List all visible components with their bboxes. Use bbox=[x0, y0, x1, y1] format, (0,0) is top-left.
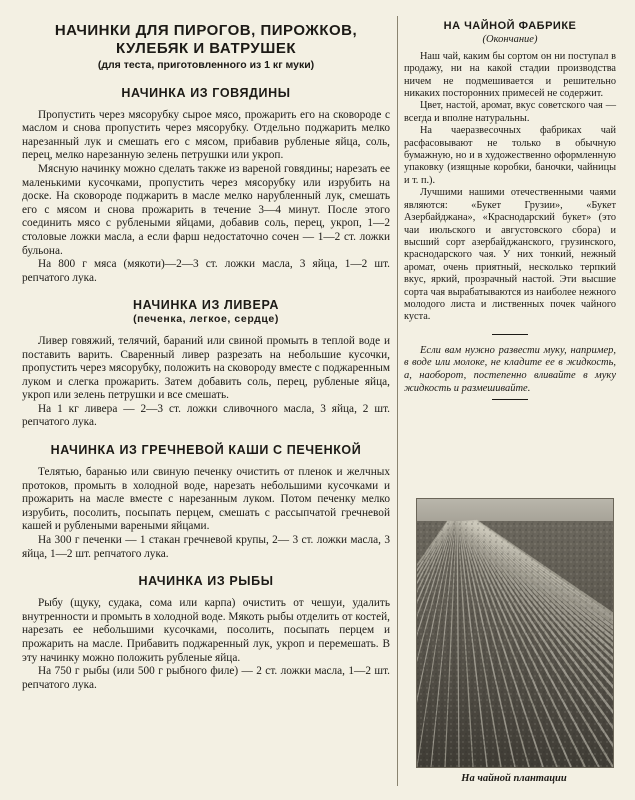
section-title-beef: НАЧИНКА ИЗ ГОВЯДИНЫ bbox=[121, 85, 291, 100]
buckwheat-paragraph-1: Телятью, баранью или свиную печенку очистить от пленок и желчных протоков, промыть в холодной воде, нарезать небольшими кусочками и прожарить на масле вместе с нарезанным луком. Потом печенку мелко изрубить, посолить, посыпать перцем, смешать с рассыпчатой гречневой кашей и рублеными вареными яйцами. bbox=[22, 466, 390, 533]
tea-paragraph-3: На чаеразвесочных фабриках чай расфасовывают не только в обычную бумажную, но и в художественно оформленную упаковку (изящные коробки, баночки, чайницы и т. п.). bbox=[404, 125, 616, 186]
liver-paragraph-1: Ливер говяжий, телячий, бараний или свиной промыть в теплой воде и поставить варить. Сваренный ливер разрезать на небольшие кусочки, пропустить через мясорубку, положить на сковороду вместе с поджаренным луком и слегка прожарить. Затем добавить соль, перец, рубленые яйца, укроп или зелень петрушки и все смешать. bbox=[22, 334, 390, 402]
tea-paragraph-2: Цвет, настой, аромат, вкус советского чая — всегда и вполне натуральны. bbox=[404, 100, 616, 124]
recipes-column bbox=[22, 12, 390, 692]
separator-rule bbox=[492, 334, 528, 335]
beef-paragraph-3: На 800 г мяса (мякоти)—2—3 ст. ложки масла, 3 яйца, 1—2 шт. репчатого лука. bbox=[22, 258, 390, 284]
section-subtitle-liver: (печенка, легкое, сердце) bbox=[133, 313, 279, 326]
fish-paragraph-2: На 750 г рыбы (или 500 г рыбного филе) — 2 ст. ложки масла, 1—2 шт. репчатого лука. bbox=[22, 665, 390, 691]
main-title-line1: НАЧИНКИ ДЛЯ ПИРОГОВ, ПИРОЖКОВ, bbox=[54, 22, 358, 39]
flour-tip: Если вам нужно развести муку, например, в воде или молоке, не кладите ее в жидкость, а, наоборот, постепенно вливайте в муку жидкость и размешивайте. bbox=[404, 344, 616, 394]
tea-plantation-photo bbox=[416, 498, 614, 768]
main-subtitle: (для теста, приготовленного из 1 кг муки) bbox=[97, 59, 315, 71]
fish-paragraph-1: Рыбу (щуку, судака, сома или карпа) очистить от чешуи, удалить внутренности и промыть в холодной воде. Мякоть рыбы отделить от костей, нарезать ее небольшими кусочками, посолить, посыпать перцем и прожарить на масле. Прибавить поджаренный лук, укроп и перемешать. В эту начинку можно положить рубленые яйца. bbox=[22, 597, 390, 664]
beef-paragraph-1: Пропустить через мясорубку сырое мясо, прожарить его на сковороде с маслом и снова пропустить через мясорубку. Отдельно поджарить мелко нарезанный лук и смешать его с мясом, прибавив рубленые яйца, соль, перец, мелко нарезанную зелень петрушки или укроп. bbox=[22, 108, 390, 162]
tea-paragraph-4: Лучшими нашими отечественными чаями являются: «Букет Грузии», «Букет Азербайджана», «Краснодарский букет» (это чаи июльского и августовского сбора) и высший сорт азербайджанского, грузинского, краснодарского чая. У них тонкий, нежный аромат, очень приятный, несколько терпкий вкус, яркий, прозрачный настой. Эти высшие сорта чая вырабатываются из наиболее нежного молодого листа и лиственных почек чайного куста. bbox=[404, 187, 616, 323]
tea-article-continuation: (Окончание) bbox=[482, 34, 538, 46]
photo-caption: На чайной плантации bbox=[461, 773, 567, 784]
tea-column bbox=[404, 14, 616, 400]
column-divider bbox=[397, 16, 398, 786]
main-title-line2: КУЛЕБЯК И ВАТРУШЕК bbox=[116, 40, 296, 57]
beef-paragraph-2: Мясную начинку можно сделать также из вареной говядины; нарезать ее маленькими кусочками, пропустить через мясорубку или изрубить на доске. На сковороде поджарить в масле мелко нарубленный лук, смешать его с мясом и снова прожарить в течение 3—4 минут. После этого соединить мясо с рублеными яйцами, добавив соль, перец, укроп, 1—2 столовые ложки масла, а если фарш недостаточно сочен — 1—2 ст. ложки бульона. bbox=[22, 162, 390, 257]
section-title-liver: НАЧИНКА ИЗ ЛИВЕРА bbox=[133, 298, 279, 313]
tea-paragraph-1: Наш чай, каким бы сортом он ни поступал в продажу, ни на какой стадии производства ничем не подмешивается и решительно никаких посторонних примесей не содержит. bbox=[404, 50, 616, 100]
liver-paragraph-2: На 1 кг ливера — 2—3 ст. ложки сливочного масла, 3 яйца, 2 шт. репчатого лука. bbox=[22, 402, 390, 429]
tip-underline bbox=[492, 399, 528, 400]
section-title-fish: НАЧИНКА ИЗ РЫБЫ bbox=[138, 574, 274, 589]
buckwheat-paragraph-2: На 300 г печенки — 1 стакан гречневой крупы, 2— 3 ст. ложки масла, 3 яйца, 1—2 шт. репчатого лука. bbox=[22, 534, 390, 560]
section-title-buckwheat: НАЧИНКА ИЗ ГРЕЧНЕВОЙ КАШИ С ПЕЧЕНКОЙ bbox=[50, 443, 362, 458]
tea-article-title: НА ЧАЙНОЙ ФАБРИКЕ bbox=[443, 20, 577, 32]
